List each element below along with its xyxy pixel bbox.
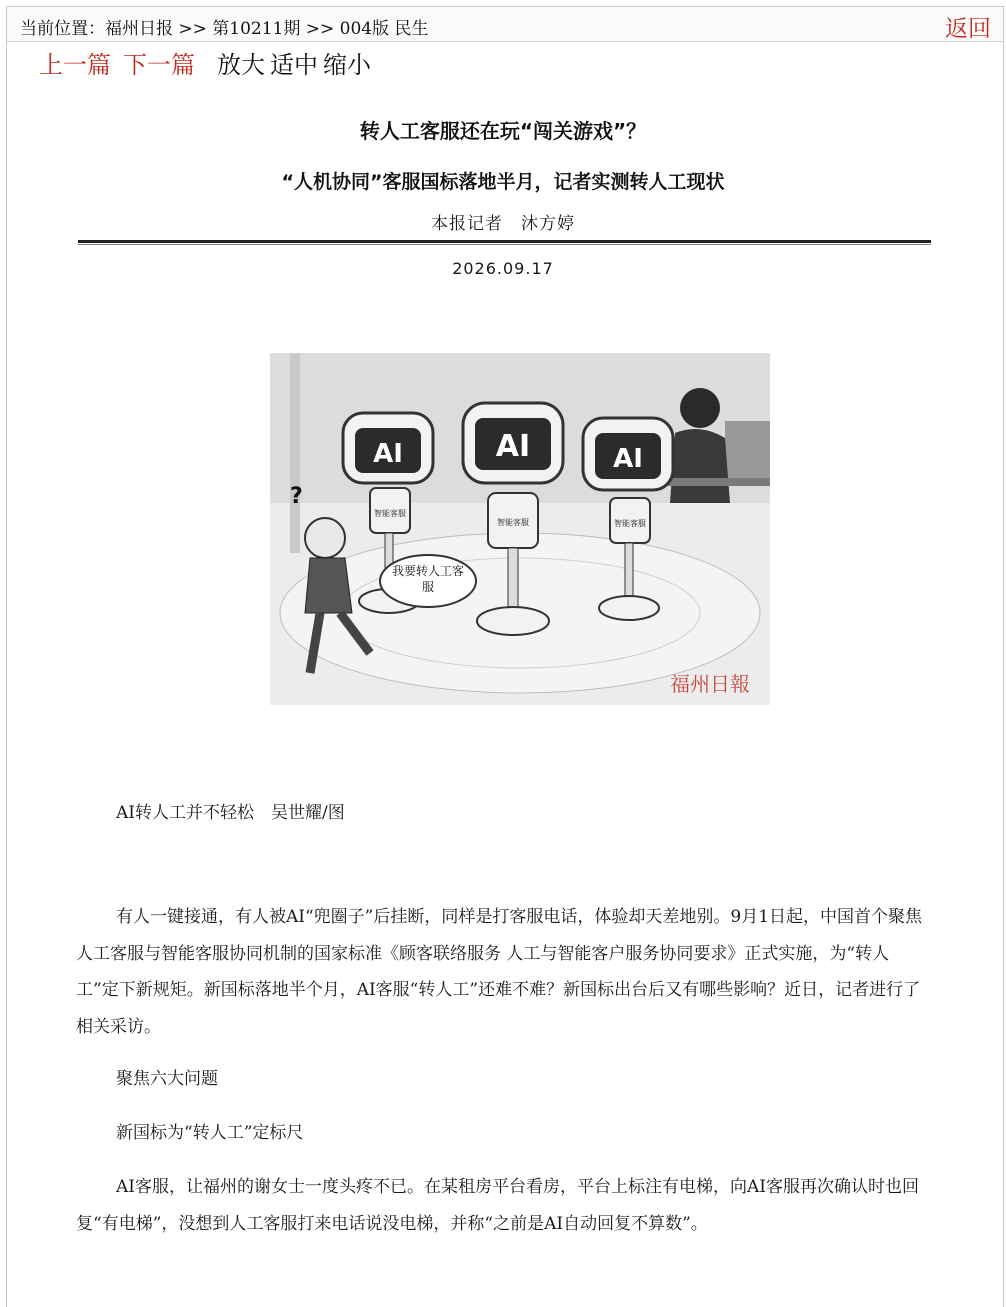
divider	[78, 244, 931, 245]
robot-ai-label: AI	[613, 444, 643, 474]
breadcrumb: 当前位置：福州日报 >> 第10211期 >> 004版 民生	[20, 19, 429, 39]
zoom-in-link[interactable]: 放大	[217, 51, 265, 79]
newspaper-watermark: 福州日報	[670, 672, 750, 696]
robot-badge: 智能客服	[614, 519, 646, 528]
article-paragraph: 有人一键接通，有人被AI“兜圈子”后挂断，同样是打客服电话，体验却天差地别。9月1日起，中国首个聚焦人工客服与智能客服协同机制的国家标准《顾客联络服务 人工与智能客户服务协同要求》正式实施，为“转人工”定下新规矩。新国标落地半个月，AI客服“转人工”还难不难？新国标出台后又有哪些影响？近日，记者进行了相关采访。	[76, 907, 923, 1037]
section-heading: 聚焦六大问题	[116, 1069, 218, 1089]
article-title: 转人工客服还在玩“闯关游戏”？	[359, 119, 647, 143]
prev-article-link[interactable]: 上一篇	[39, 51, 111, 79]
top-bar	[7, 7, 1003, 42]
article-nav	[39, 45, 376, 80]
back-link[interactable]: 返回	[945, 16, 991, 42]
article-subtitle: “人机协同”客服国标落地半月，记者实测转人工现状	[281, 171, 725, 193]
section-subheading: 新国标为“转人工”定标尺	[116, 1123, 304, 1143]
article-date: 2026.09.17	[452, 259, 554, 278]
robot-badge: 智能客服	[497, 518, 529, 527]
zoom-out-link[interactable]: 缩小	[323, 51, 371, 79]
article-illustration	[270, 353, 770, 705]
robot-ai-label: AI	[495, 429, 531, 464]
image-caption: AI转人工并不轻松 吴世耀/图	[116, 803, 345, 823]
speech-bubble-text: 我要转人工客服	[391, 564, 464, 594]
article-byline: 本报记者 沐方婷	[431, 214, 575, 234]
article-paragraph: AI客服，让福州的谢女士一度头疼不已。在某租房平台看房，平台上标注有电梯，向AI客服再次确认时也回复“有电梯”，没想到人工客服打来电话说没电梯，并称“之前是AI自动回复不算数”。	[76, 1177, 919, 1234]
robot-badge: 智能客服	[374, 509, 406, 518]
next-article-link[interactable]: 下一篇	[123, 51, 195, 79]
robot-ai-label: AI	[373, 439, 403, 469]
divider	[78, 240, 931, 243]
zoom-fit-link[interactable]: 适中	[270, 51, 318, 79]
svg-text:?: ?	[290, 484, 303, 509]
